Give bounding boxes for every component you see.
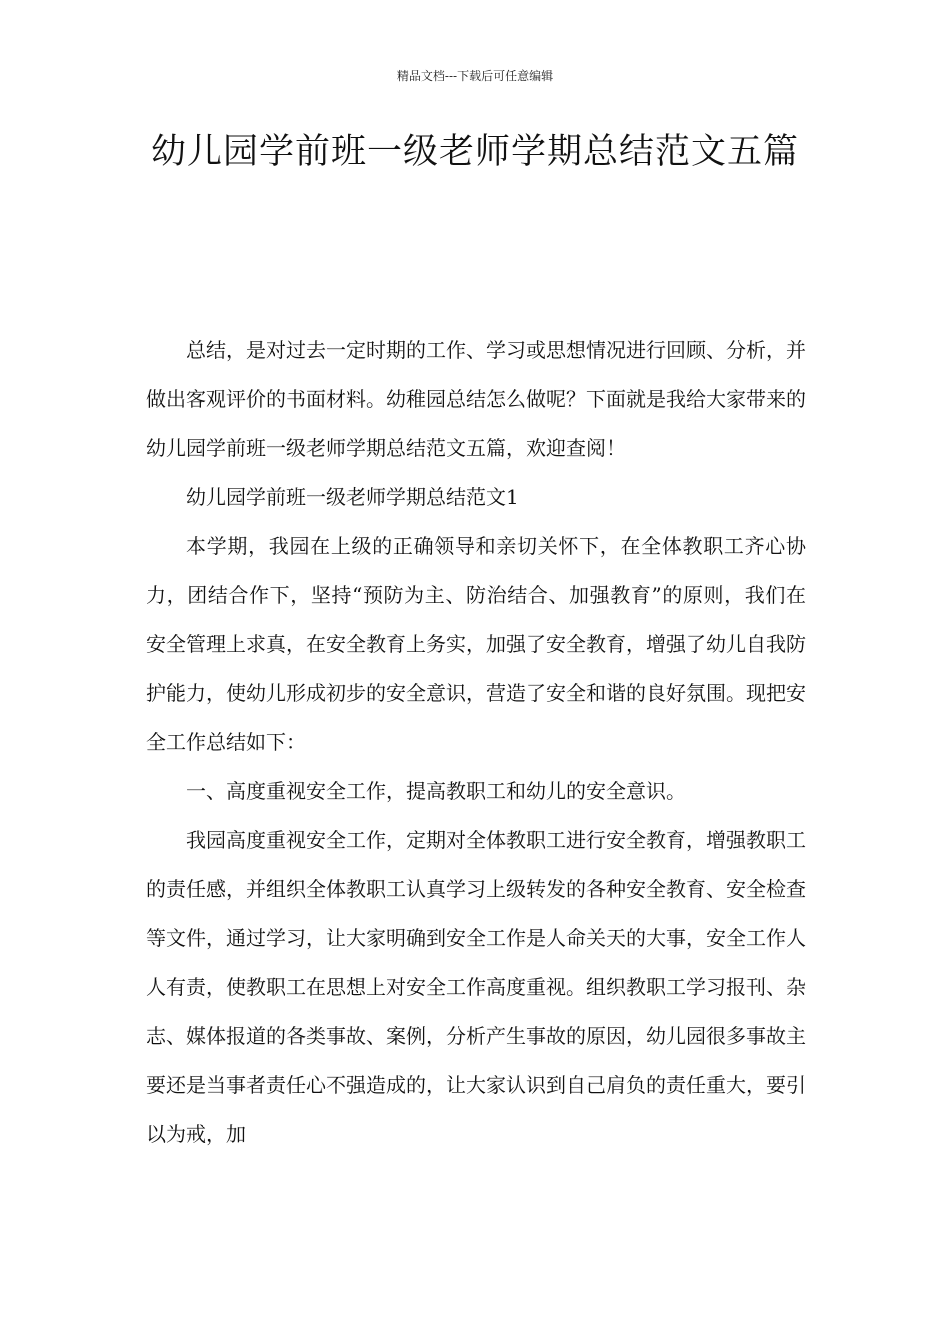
header-note: 精品文档---下载后可任意编辑 [396, 69, 554, 83]
section-title-1: 幼儿园学前班一级老师学期总结范文1 [186, 485, 519, 509]
body-paragraph: 我园高度重视安全工作，定期对全体教职工进行安全教育，增强教职工的责任感，并组织全体教职工认真学习上级转发的各种安全教育、安全检查等文件，通过学习，让大家明确到安全工作是人命关天的大事，安全工作人人有责，使教职工在思想上对安全工作高度重视。组织教职工学习报刊、杂志、媒体报道的各类事故、案例，分析产生事故的原因，幼儿园很多事故主要还是当事者责任心不强造成的，让大家认识到自己肩负的责任重大，要引以为戒，加 [146, 828, 806, 1146]
intro-paragraph: 总结，是对过去一定时期的工作、学习或思想情况进行回顾、分析，并做出客观评价的书面材料。幼稚园总结怎么做呢？下面就是我给大家带来的幼儿园学前班一级老师学期总结范文五篇，欢迎查阅！ [146, 338, 806, 460]
document-title: 幼儿园学前班一级老师学期总结范文五篇 [150, 132, 799, 172]
document-body [146, 326, 806, 1159]
subsection-heading-1: 一、高度重视安全工作，提高教职工和幼儿的安全意识。 [186, 779, 686, 803]
body-paragraph: 本学期，我园在上级的正确领导和亲切关怀下，在全体教职工齐心协力，团结合作下，坚持“预防为主、防治结合、加强教育”的原则，我们在安全管理上求真，在安全教育上务实，加强了安全教育，增强了幼儿自我防护能力，使幼儿形成初步的安全意识，营造了安全和谐的良好氛围。现把安全工作总结如下： [146, 534, 806, 754]
